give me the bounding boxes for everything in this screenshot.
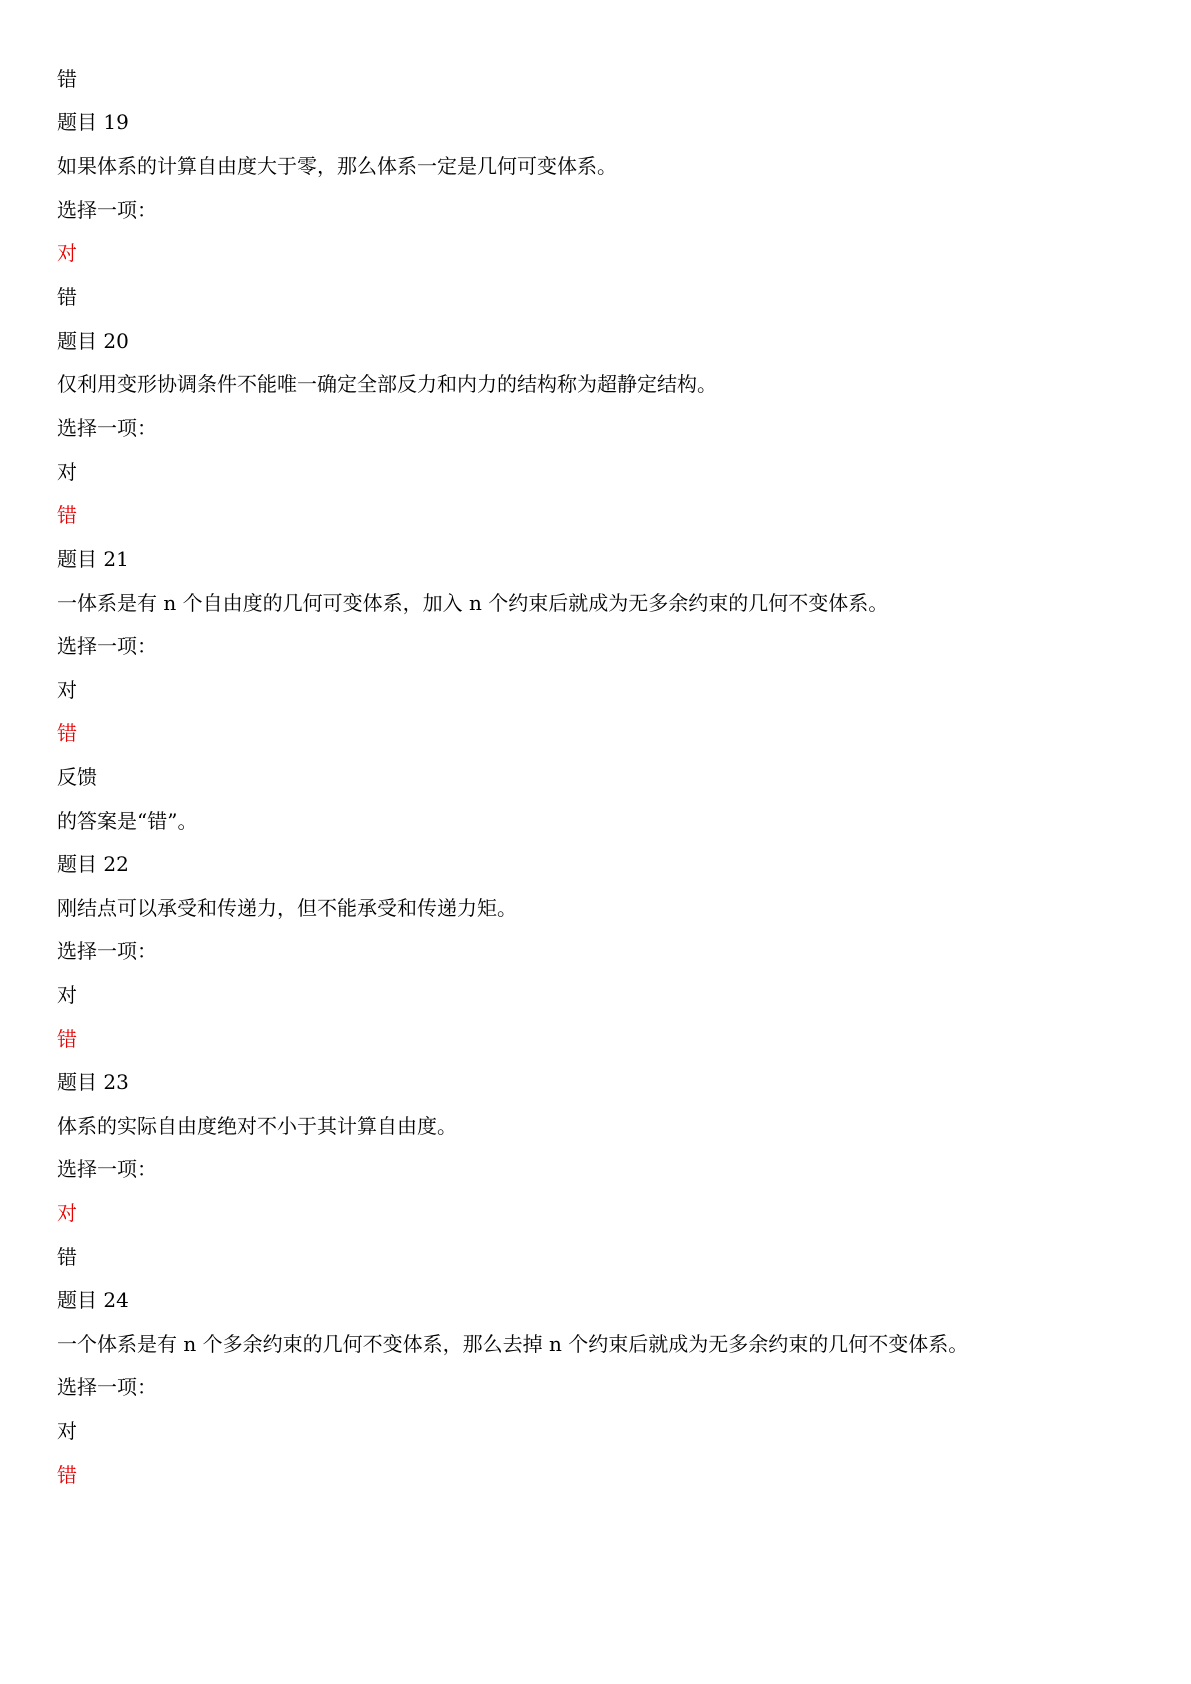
option-false-selected[interactable]: 错 xyxy=(57,1027,77,1051)
choice-prompt: 选择一项： xyxy=(57,1375,157,1399)
question-title-20: 题目 20 xyxy=(57,329,129,353)
answer-wrong: 错 xyxy=(57,67,77,91)
question-text-21: 一体系是有 n 个自由度的几何可变体系，加入 n 个约束后就成为无多余约束的几何不变体系。 xyxy=(57,591,889,615)
option-true[interactable]: 对 xyxy=(57,1419,77,1443)
question-text-20: 仅利用变形协调条件不能唯一确定全部反力和内力的结构称为超静定结构。 xyxy=(57,372,717,396)
question-title-24: 题目 24 xyxy=(57,1288,129,1312)
question-title-23: 题目 23 xyxy=(57,1070,129,1094)
option-false[interactable]: 错 xyxy=(57,285,77,309)
choice-prompt: 选择一项： xyxy=(57,198,157,222)
question-title-22: 题目 22 xyxy=(57,852,129,876)
question-text-24: 一个体系是有 n 个多余约束的几何不变体系，那么去掉 n 个约束后就成为无多余约束的几何不变体系。 xyxy=(57,1332,969,1356)
option-true[interactable]: 对 xyxy=(57,983,77,1007)
choice-prompt: 选择一项： xyxy=(57,1157,157,1181)
option-true[interactable]: 对 xyxy=(57,460,77,484)
option-true-selected[interactable]: 对 xyxy=(57,1201,77,1225)
question-text-23: 体系的实际自由度绝对不小于其计算自由度。 xyxy=(57,1114,457,1138)
feedback-text: 的答案是“错”。 xyxy=(57,809,198,833)
feedback-label: 反馈 xyxy=(57,765,97,789)
choice-prompt: 选择一项： xyxy=(57,416,157,440)
question-text-19: 如果体系的计算自由度大于零，那么体系一定是几何可变体系。 xyxy=(57,154,617,178)
option-true-selected[interactable]: 对 xyxy=(57,241,77,265)
option-false-selected[interactable]: 错 xyxy=(57,721,77,745)
option-false-selected[interactable]: 错 xyxy=(57,1463,77,1487)
choice-prompt: 选择一项： xyxy=(57,634,157,658)
question-title-19: 题目 19 xyxy=(57,110,129,134)
option-false-selected[interactable]: 错 xyxy=(57,503,77,527)
option-false[interactable]: 错 xyxy=(57,1245,77,1269)
choice-prompt: 选择一项： xyxy=(57,939,157,963)
question-text-22: 刚结点可以承受和传递力，但不能承受和传递力矩。 xyxy=(57,896,517,920)
question-title-21: 题目 21 xyxy=(57,547,129,571)
option-true[interactable]: 对 xyxy=(57,678,77,702)
